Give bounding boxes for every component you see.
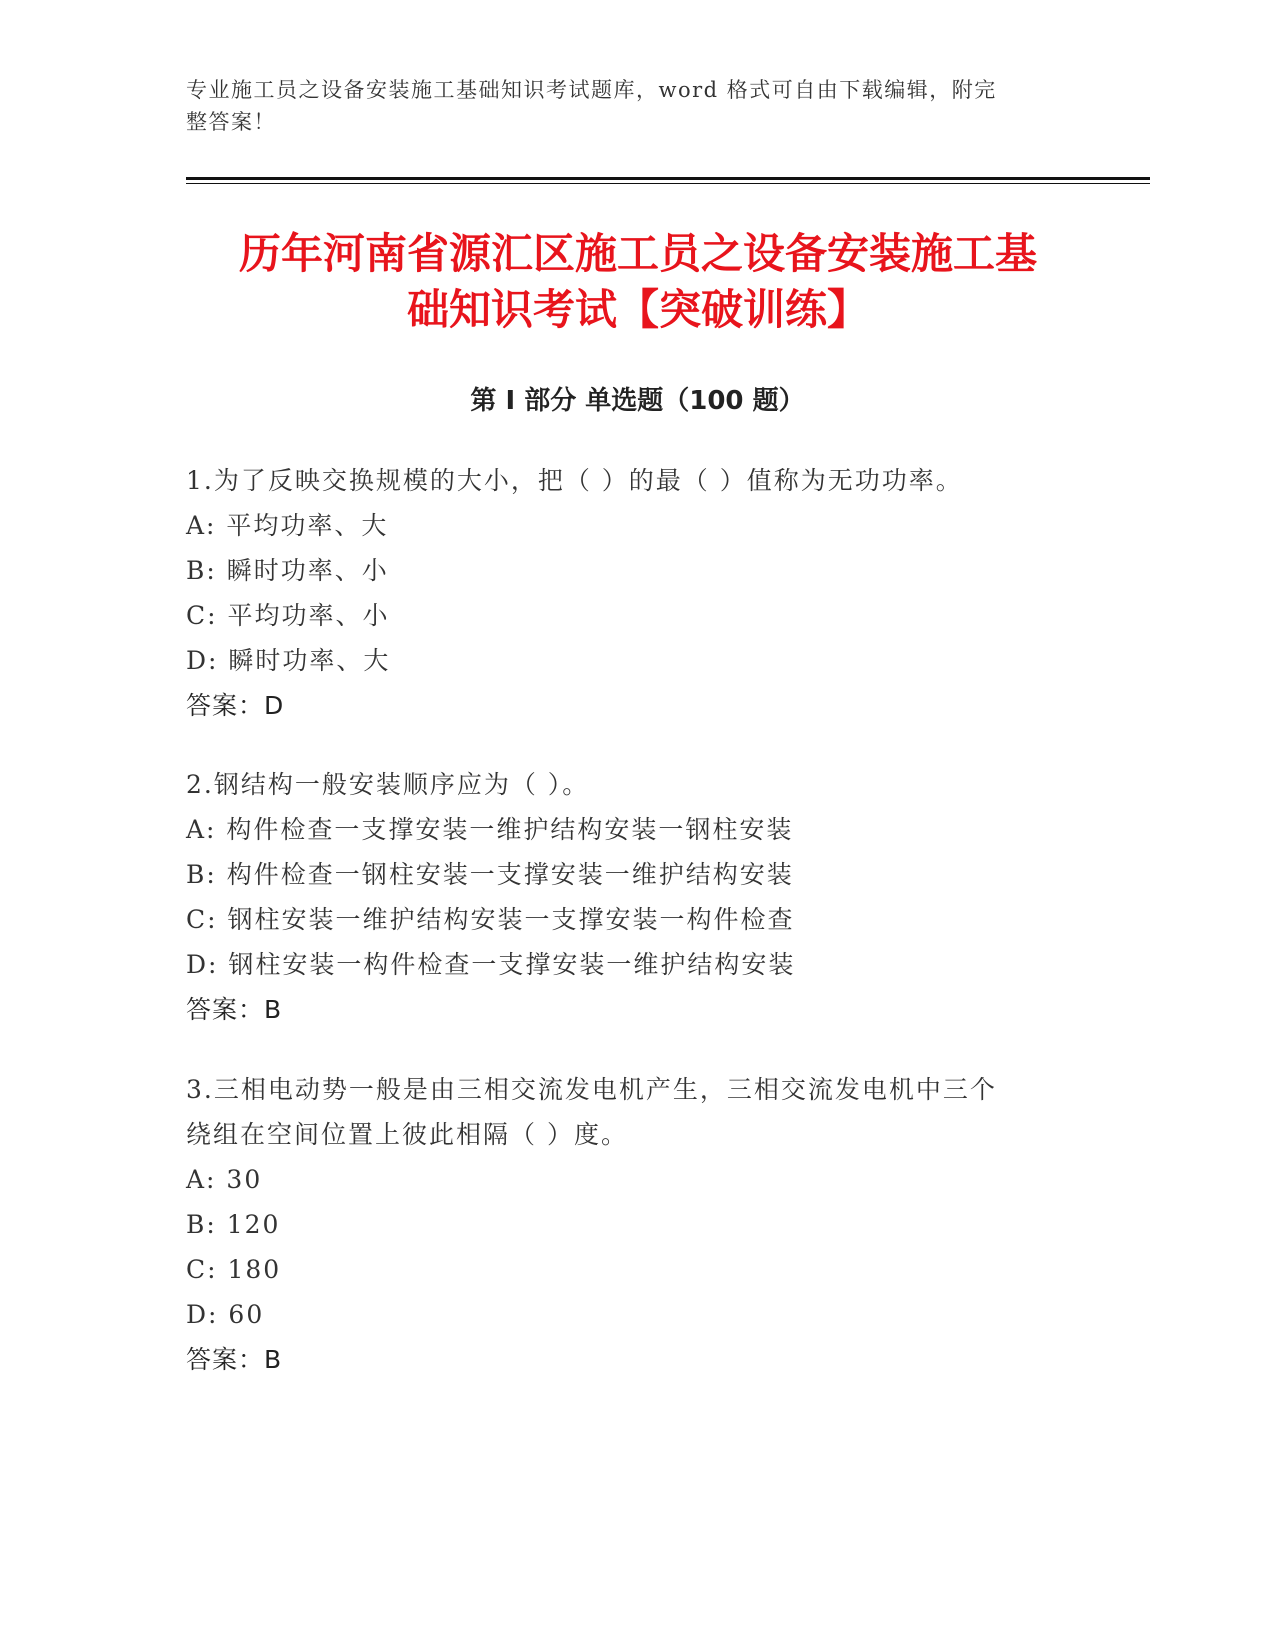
option-b: B: 120 xyxy=(186,1210,281,1239)
document-title-line-1: 历年河南省源汇区施工员之设备安装施工基 xyxy=(238,229,1037,278)
option-a: A: 30 xyxy=(186,1165,263,1194)
option-c: C: 180 xyxy=(186,1255,282,1284)
option-a: A: 平均功率、大 xyxy=(186,511,389,540)
option-d: D: 瞬时功率、大 xyxy=(186,646,391,675)
header-divider-thick xyxy=(186,177,1150,180)
section-title: 第 I 部分 单选题（100 题） xyxy=(470,386,805,416)
option-b: B: 瞬时功率、小 xyxy=(186,556,389,585)
option-b: B: 构件检查一钢柱安装一支撑安装一维护结构安装 xyxy=(186,860,794,889)
option-c: C: 钢柱安装一维护结构安装一支撑安装一构件检查 xyxy=(186,905,795,934)
question-stem-continued: 绕组在空间位置上彼此相隔（ ）度。 xyxy=(186,1120,628,1149)
answer: 答案：B xyxy=(186,1345,283,1374)
header-note xyxy=(186,74,1066,138)
document-title-line-2: 础知识考试【突破训练】 xyxy=(406,285,869,334)
header-note-line-1: 专业施工员之设备安装施工基础知识考试题库，word 格式可自由下载编辑，附完 xyxy=(186,78,997,102)
answer: 答案：B xyxy=(186,995,283,1024)
header-note-line-2: 整答案！ xyxy=(186,110,276,134)
answer: 答案：D xyxy=(186,691,285,720)
header-divider-thin xyxy=(186,183,1150,184)
option-a: A: 构件检查一支撑安装一维护结构安装一钢柱安装 xyxy=(186,815,794,844)
question-stem: 2.钢结构一般安装顺序应为（ ）。 xyxy=(186,770,590,799)
option-c: C: 平均功率、小 xyxy=(186,601,390,630)
question-3 xyxy=(186,1067,1066,1382)
question-stem: 1.为了反映交换规模的大小，把（ ）的最（ ）值称为无功功率。 xyxy=(186,466,963,495)
option-d: D: 钢柱安装一构件检查一支撑安装一维护结构安装 xyxy=(186,950,796,979)
option-d: D: 60 xyxy=(186,1300,265,1329)
question-1 xyxy=(186,458,1066,728)
question-2 xyxy=(186,762,1066,1032)
question-stem: 3.三相电动势一般是由三相交流发电机产生，三相交流发电机中三个 xyxy=(186,1075,997,1104)
document-title xyxy=(186,226,1090,338)
